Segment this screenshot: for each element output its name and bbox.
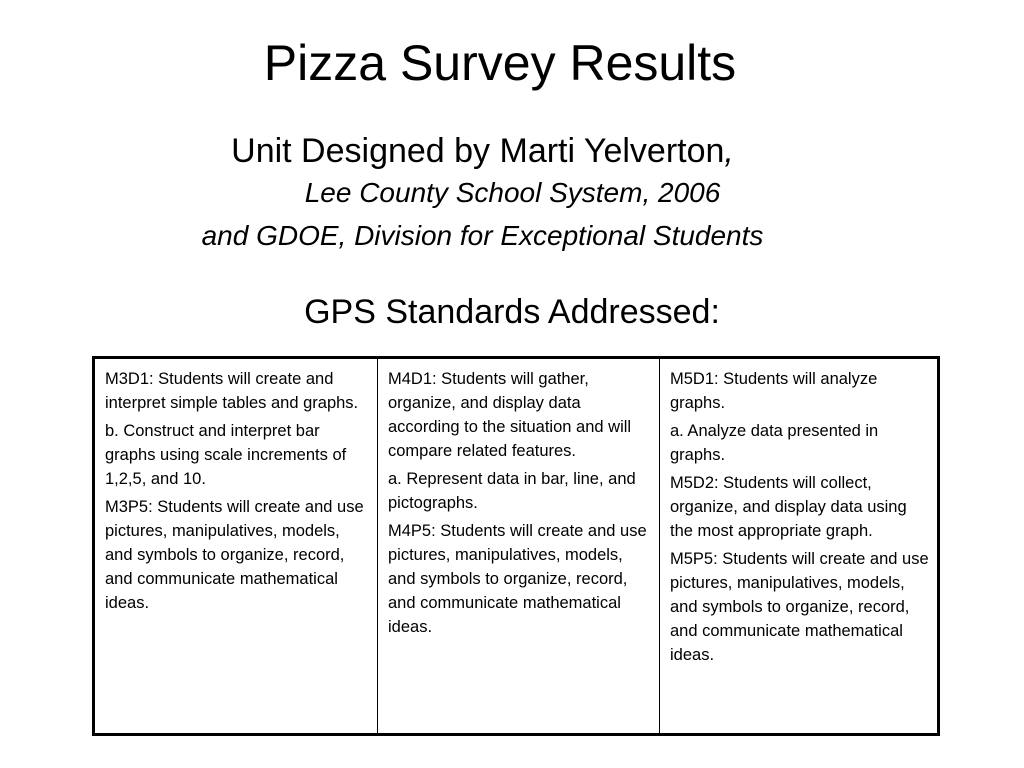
subtitle-author-line (0, 130, 965, 172)
subtitle-block (0, 130, 965, 258)
slide-title: Pizza Survey Results (263, 35, 737, 91)
standards-column-grade-5 (660, 359, 937, 733)
standard-paragraph: M5D2: Students will collect, organize, and display data using the most appropriate graph. (670, 474, 907, 540)
subtitle-school-system-line: Lee County School System, 2006 (304, 177, 721, 208)
standard-paragraph: M5P5: Students will create and use pictures, manipulatives, models, and symbols to organize, record, and communicate mathematical ideas. (670, 550, 929, 664)
standard-paragraph: b. Construct and interpret bar graphs using scale increments of 1,2,5, and 10. (105, 422, 347, 488)
standard-paragraph: M3P5: Students will create and use pictures, manipulatives, models, and symbols to organize, record, and communicate mathematical ideas. (105, 498, 364, 612)
standard-paragraph: M4P5: Students will create and use pictures, manipulatives, models, and symbols to organize, record, and communicate mathematical ideas. (388, 522, 647, 636)
standard-paragraph: M4D1: Students will gather, organize, and display data according to the situation and will compare related features. (388, 370, 632, 460)
standards-column-grade-4 (378, 359, 660, 733)
subtitle-author-comma: , (724, 132, 734, 170)
section-heading: GPS Standards Addressed: (304, 293, 720, 331)
subtitle-division-line: and GDOE, Division for Exceptional Students (201, 220, 764, 251)
standard-paragraph: M5D1: Students will analyze graphs. (670, 370, 878, 412)
standard-paragraph: a. Analyze data presented in graphs. (670, 422, 879, 464)
standard-paragraph: a. Represent data in bar, line, and pictographs. (388, 470, 636, 512)
standard-paragraph: M3D1: Students will create and interpret simple tables and graphs. (105, 370, 359, 412)
standards-column-grade-3 (95, 359, 378, 733)
standards-table (92, 356, 940, 736)
subtitle-author-text: Unit Designed by Marti Yelverton (231, 132, 725, 170)
